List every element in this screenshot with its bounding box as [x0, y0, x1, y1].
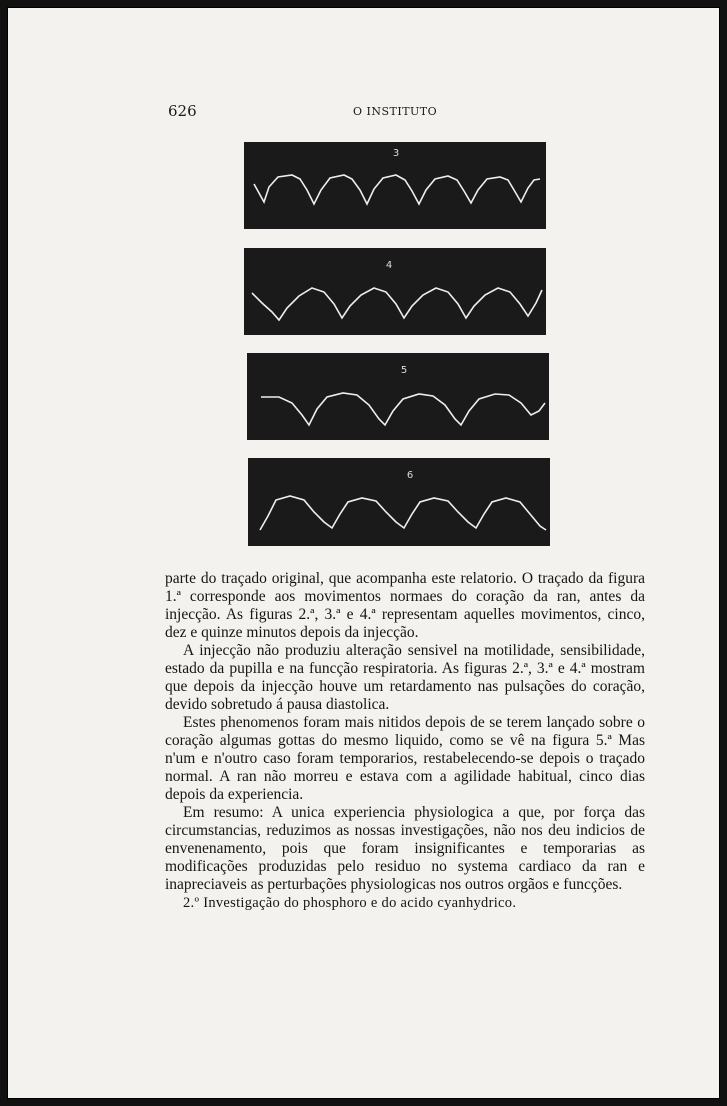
book-page — [7, 7, 720, 1099]
pulse-trace-3 — [254, 175, 540, 204]
body-text — [165, 570, 645, 912]
figure-4-panel — [244, 248, 546, 335]
figure-4-label: 4 — [385, 260, 393, 271]
paragraph-2: A injecção não produziu alteração sensivel na motilidade, sensibilidade, estado da pupilla e na funcção respiratoria. As figuras 2.ª, 3.ª e 4.ª mostram que depois da injecção houve um retardamento nas pulsações do coração, devido sobretudo á pausa diastolica. — [165, 642, 645, 713]
figure-3-panel — [244, 142, 546, 229]
page-header — [168, 102, 648, 122]
pulse-trace-6 — [260, 496, 546, 530]
paragraph-4: Em resumo: A unica experiencia physiologica a que, por força das circumstancias, reduzimos as nossas investigações, não nos deu indicios de envenenamento, pois que foram insignificantes e temporarias as modificações produzidas pelo residuo no systema cardiaco da ran e inapreciaveis as perturbações physiologicas nos outros orgãos e funcções. — [165, 804, 645, 893]
paragraph-3: Estes phenomenos foram mais nitidos depois de se terem lançado sobre o coração algumas gottas do mesmo liquido, como se vê na figura 5.ª Mas n'um e n'outro caso foram temporarios, restabelecendo-se depois o traçado normal. A ran não morreu e estava com a agilidade habitual, cinco dias depois da experiencia. — [165, 714, 645, 803]
figure-6-label: 6 — [406, 470, 414, 481]
paragraph-1: parte do traçado original, que acompanha este relatorio. O traçado da figura 1.ª corresponde aos movimentos normaes do coração da ran, antes da injecção. As figuras 2.ª, 3.ª e 4.ª representam aquelles movimentos, cinco, dez e quinze minutos depois da injecção. — [165, 570, 645, 641]
figure-5-panel — [247, 353, 549, 440]
section-heading: 2.º Investigação do phosphoro e do acido cyanhydrico. — [183, 895, 517, 911]
page-number: 626 — [168, 102, 197, 120]
figure-6-panel — [248, 458, 550, 546]
running-title: O INSTITUTO — [353, 105, 438, 118]
figure-3-label: 3 — [392, 148, 400, 159]
pulse-trace-4 — [252, 288, 542, 320]
figure-5-label: 5 — [400, 365, 408, 376]
pulse-trace-5 — [261, 393, 545, 425]
